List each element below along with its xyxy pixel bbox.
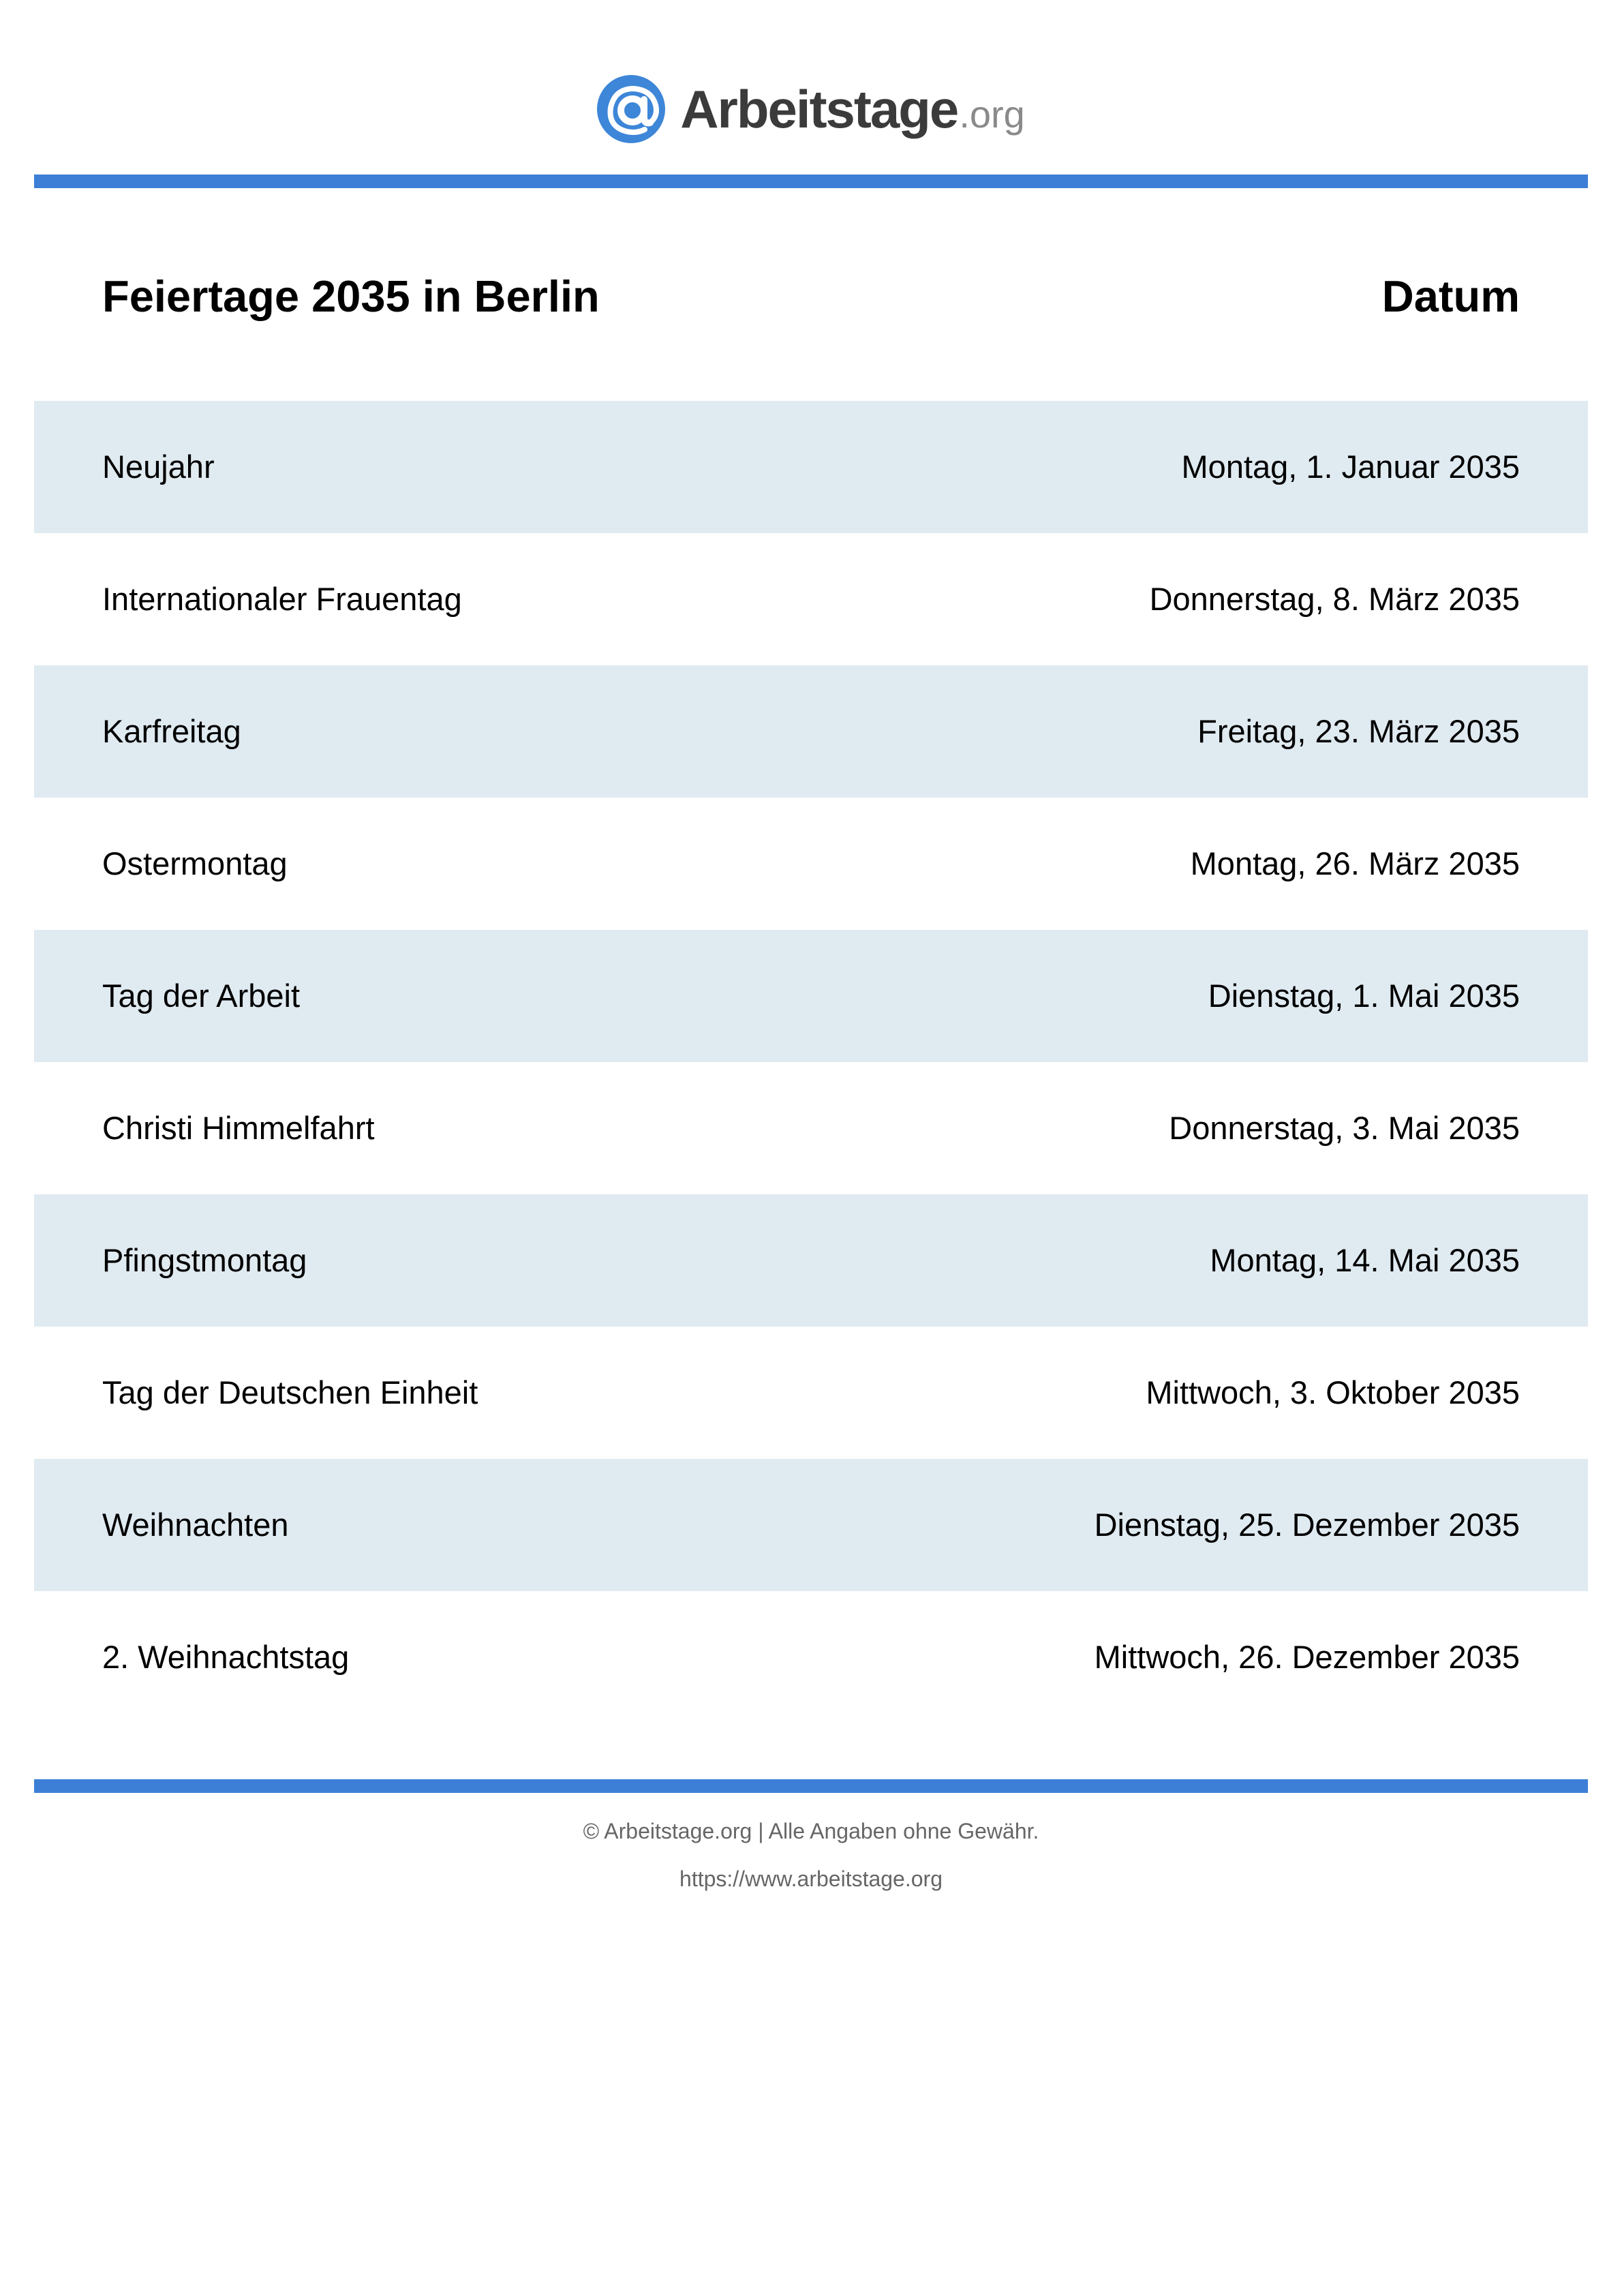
holiday-name: 2. Weihnachtstag <box>102 1639 350 1675</box>
holiday-date: Donnerstag, 3. Mai 2035 <box>1169 1110 1520 1146</box>
holiday-name: Tag der Deutschen Einheit <box>102 1374 478 1410</box>
table-title: Feiertage 2035 in Berlin <box>102 271 600 321</box>
logo-lockup <box>597 75 1025 143</box>
holiday-date: Montag, 14. Mai 2035 <box>1210 1242 1520 1278</box>
holiday-date: Mittwoch, 3. Oktober 2035 <box>1146 1374 1520 1410</box>
table-row <box>34 1062 1588 1194</box>
table-row <box>34 401 1588 533</box>
top-accent-bar <box>34 175 1588 188</box>
footer-copyright: © Arbeitstage.org | Alle Angaben ohne Gewähr. <box>583 1819 1039 1843</box>
holiday-name: Weihnachten <box>102 1507 289 1543</box>
site-logo[interactable] <box>0 74 1622 145</box>
holiday-date: Montag, 1. Januar 2035 <box>1181 449 1520 485</box>
table-row <box>34 1194 1588 1327</box>
column-header-date: Datum <box>1381 271 1520 321</box>
holiday-date: Montag, 26. März 2035 <box>1190 845 1520 881</box>
table-row <box>34 1327 1588 1459</box>
holiday-date: Freitag, 23. März 2035 <box>1197 713 1520 749</box>
holiday-table <box>34 401 1588 1723</box>
holiday-date: Mittwoch, 26. Dezember 2035 <box>1094 1639 1520 1675</box>
holiday-name: Pfingstmontag <box>102 1242 307 1278</box>
holiday-name: Internationaler Frauentag <box>102 581 462 617</box>
holiday-date: Donnerstag, 8. März 2035 <box>1149 581 1520 617</box>
holiday-name: Tag der Arbeit <box>102 978 301 1014</box>
table-row <box>34 1591 1588 1723</box>
table-row <box>34 1459 1588 1591</box>
holiday-name: Karfreitag <box>102 713 241 749</box>
table-row <box>34 798 1588 930</box>
table-row <box>34 665 1588 798</box>
holiday-name: Ostermontag <box>102 845 288 881</box>
holiday-date: Dienstag, 25. Dezember 2035 <box>1094 1507 1520 1543</box>
bottom-accent-bar <box>34 1779 1588 1793</box>
table-row <box>34 533 1588 665</box>
at-sign-icon <box>597 75 665 143</box>
table-header <box>34 260 1588 333</box>
table-row <box>34 930 1588 1062</box>
holiday-date: Dienstag, 1. Mai 2035 <box>1208 978 1520 1014</box>
footer-url-link[interactable]: https://www.arbeitstage.org <box>679 1867 943 1891</box>
logo-tld: .org <box>959 93 1025 136</box>
logo-wordmark: Arbeitstage <box>680 79 958 139</box>
holiday-name: Neujahr <box>102 449 215 485</box>
holiday-name: Christi Himmelfahrt <box>102 1110 375 1146</box>
